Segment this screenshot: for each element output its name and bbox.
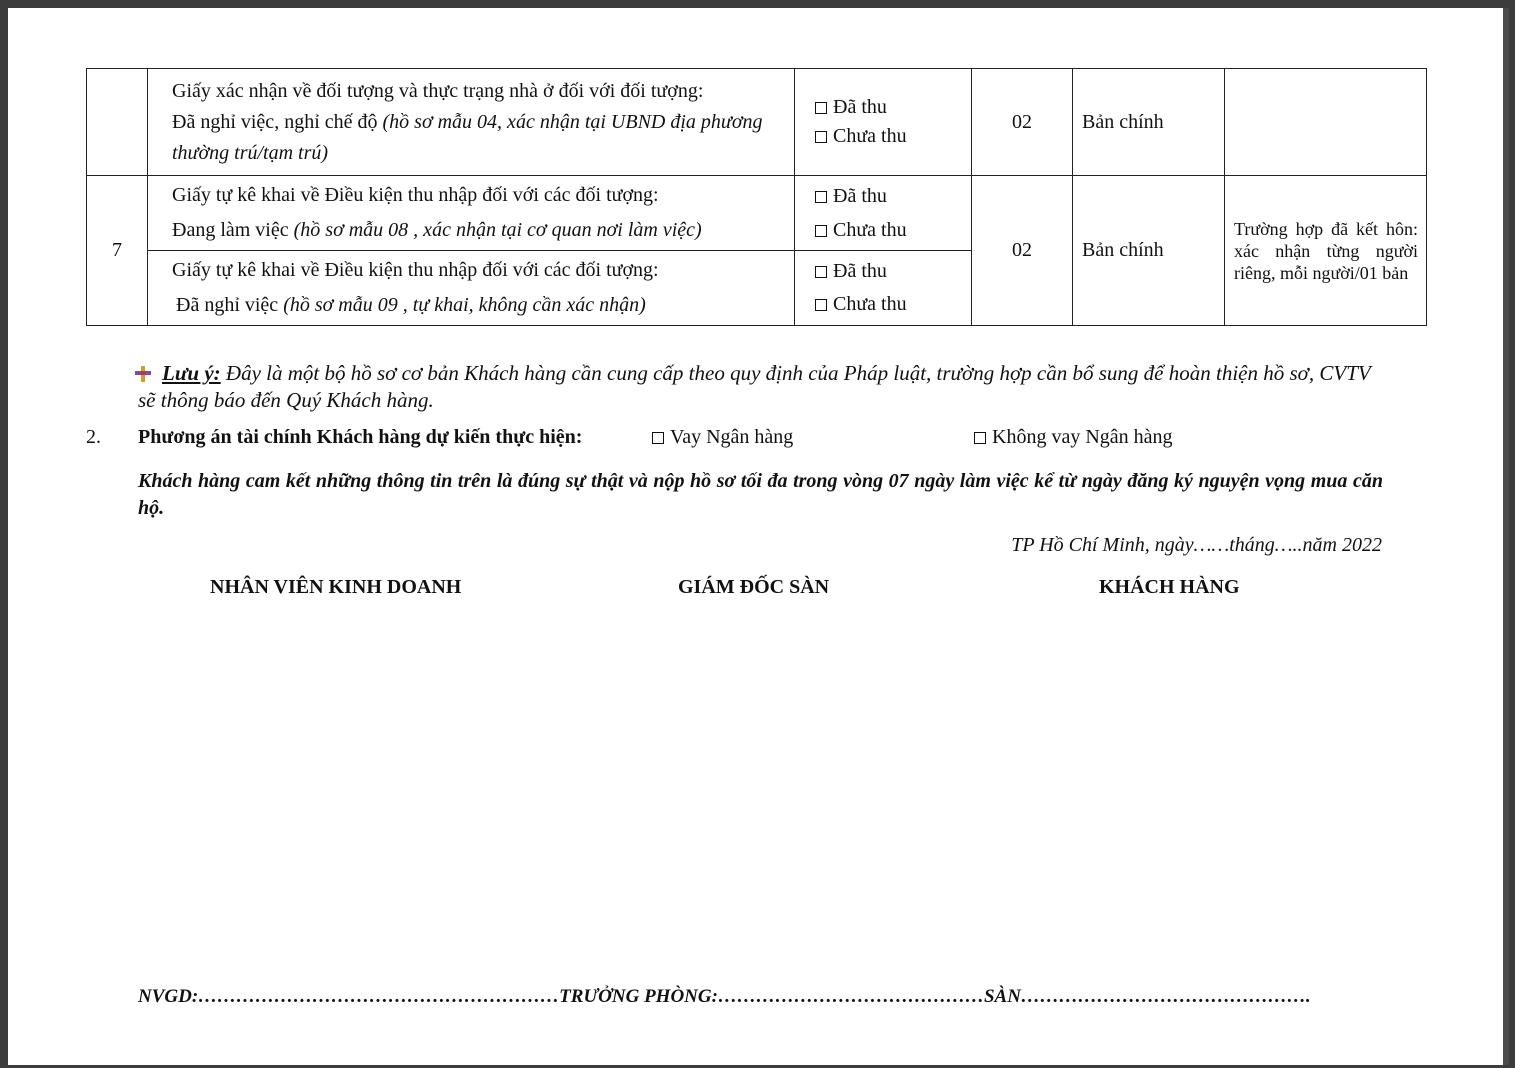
checkbox-icon[interactable] [815, 266, 827, 278]
document-description [148, 251, 795, 326]
description-detail [172, 288, 786, 323]
document-page [8, 8, 1509, 1065]
checkbox-received[interactable] [815, 93, 971, 122]
date-line: TP Hồ Chí Minh, ngày……tháng…..năm 2022 [1011, 534, 1382, 556]
checkbox-received[interactable] [815, 255, 971, 288]
description-title: Giấy tự kê khai về Điều kiện thu nhập đối với các đối tượng: [172, 259, 659, 281]
checkbox-label: Chưa thu [833, 293, 907, 315]
signature-director: GIÁM ĐỐC SÀN [678, 576, 830, 598]
description-main: Đã nghỉ việc [176, 294, 284, 316]
checkbox-label: Chưa thu [833, 125, 907, 147]
document-description [148, 176, 795, 251]
note-cell [1225, 69, 1427, 176]
document-checklist-table [86, 68, 1427, 326]
document-description [148, 69, 795, 176]
footer-line: NVGD:…………………………………………………TRƯỞNG PHÒNG:……………………………………SÀN………………………………………. [138, 986, 1311, 1007]
checkbox-pending[interactable] [815, 288, 971, 321]
description-main: Đang làm việc [172, 219, 294, 241]
checkbox-label: Đã thu [833, 260, 887, 282]
checkbox-icon[interactable] [815, 299, 827, 311]
option-label: Vay Ngân hàng [670, 426, 794, 448]
page-edge [1503, 8, 1509, 1065]
status-checkboxes [795, 69, 972, 176]
quantity-cell: 02 [972, 69, 1073, 176]
option-loan[interactable] [652, 426, 793, 449]
status-checkboxes [795, 176, 972, 251]
note-cell: Trường hợp đã kết hôn: xác nhận từng người riêng, mỗi người/01 bản [1225, 176, 1427, 326]
status-checkboxes [795, 251, 972, 326]
checkbox-icon[interactable] [974, 432, 986, 444]
checkbox-icon[interactable] [815, 191, 827, 203]
row-number [87, 69, 148, 176]
note-text: Đây là một bộ hồ sơ cơ bản Khách hàng cần cung cấp theo quy định của Pháp luật, trường hợp cần bổ sung để hoàn thiện hồ sơ, CVTV sẽ thông báo đến Quý Khách hàng. [138, 361, 1371, 412]
checkbox-label: Đã thu [833, 96, 887, 118]
checkbox-pending[interactable] [815, 122, 971, 151]
description-italic: (hồ sơ mẫu 09 , tự khai, không cần xác nhận) [283, 294, 646, 316]
option-label: Không vay Ngân hàng [992, 426, 1173, 448]
description-italic: (hồ sơ mẫu 08 , xác nhận tại cơ quan nơi làm việc) [293, 219, 702, 241]
checkbox-received[interactable] [815, 179, 971, 213]
checkbox-icon[interactable] [815, 225, 827, 237]
description-main: Đã nghỉ việc, nghỉ chế độ [172, 110, 383, 133]
bullet-cross-icon [134, 365, 152, 383]
table-row [87, 69, 1427, 176]
signature-sales: NHÂN VIÊN KINH DOANH [210, 576, 462, 598]
checkbox-icon[interactable] [815, 131, 827, 143]
checkbox-pending[interactable] [815, 213, 971, 247]
checkbox-icon[interactable] [815, 102, 827, 114]
copy-type-cell: Bản chính [1073, 176, 1225, 326]
copy-type-cell: Bản chính [1073, 69, 1225, 176]
quantity-cell: 02 [972, 176, 1073, 326]
description-detail [172, 107, 786, 169]
note-label: Lưu ý: [162, 361, 221, 385]
signature-customer: KHÁCH HÀNG [1099, 576, 1240, 598]
description-detail [172, 213, 786, 248]
row-number: 7 [87, 176, 148, 326]
description-title: Giấy tự kê khai về Điều kiện thu nhập đối với các đối tượng: [172, 184, 659, 206]
section-number: 2. [86, 426, 101, 448]
checkbox-label: Đã thu [833, 185, 887, 207]
option-no-loan[interactable] [974, 426, 1173, 449]
table-row [87, 176, 1427, 251]
checkbox-label: Chưa thu [833, 219, 907, 241]
checkbox-icon[interactable] [652, 432, 664, 444]
description-title: Giấy xác nhận về đối tượng và thực trạng nhà ở đối với đối tượng: [172, 79, 704, 102]
note-paragraph [138, 360, 1383, 414]
commitment-statement: Khách hàng cam kết những thông tin trên là đúng sự thật và nộp hồ sơ tối đa trong vòng 07 ngày làm việc kể từ ngày đăng ký nguyện vọng mua căn hộ. [138, 470, 1383, 519]
section-label: Phương án tài chính Khách hàng dự kiến thực hiện: [138, 426, 583, 448]
description-italic: (hồ sơ mẫu 04, xác nhận tại UBND địa phương thường trú/tạm trú) [172, 110, 763, 164]
